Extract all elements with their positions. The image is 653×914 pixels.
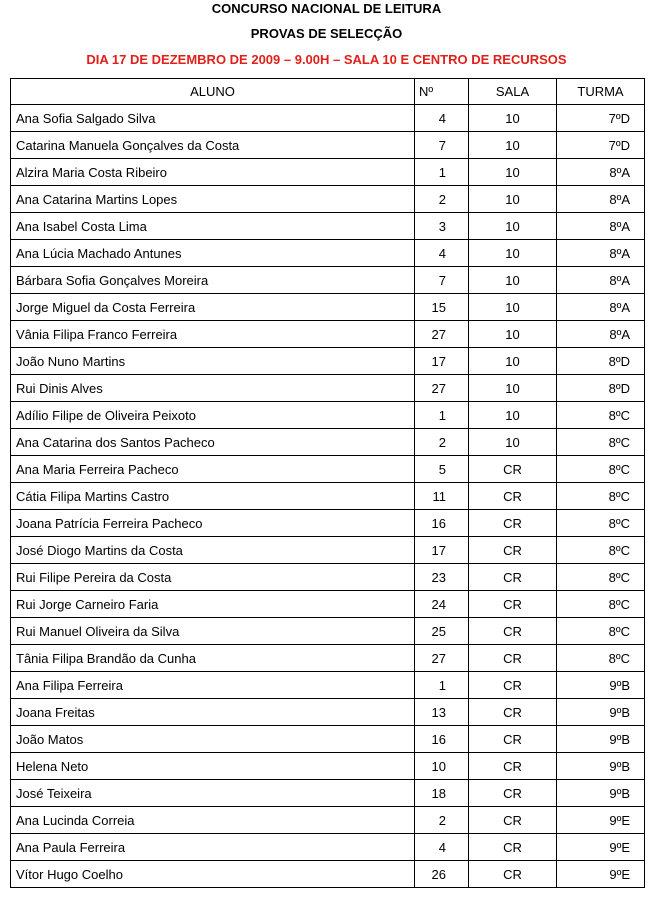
cell-numero: 17 xyxy=(415,537,469,564)
cell-sala: CR xyxy=(469,753,557,780)
cell-aluno: Jorge Miguel da Costa Ferreira xyxy=(11,294,415,321)
cell-numero: 1 xyxy=(415,672,469,699)
table-row xyxy=(11,807,645,834)
cell-numero: 1 xyxy=(415,159,469,186)
cell-aluno: João Matos xyxy=(11,726,415,753)
table-row xyxy=(11,591,645,618)
cell-turma: 9ºE xyxy=(557,834,645,861)
table-row xyxy=(11,753,645,780)
column-header-aluno: ALUNO xyxy=(11,79,415,105)
cell-numero: 5 xyxy=(415,456,469,483)
cell-turma: 8ºC xyxy=(557,645,645,672)
cell-numero: 7 xyxy=(415,132,469,159)
table-row xyxy=(11,186,645,213)
table-row xyxy=(11,294,645,321)
cell-numero: 25 xyxy=(415,618,469,645)
cell-turma: 8ºC xyxy=(557,537,645,564)
cell-turma: 8ºA xyxy=(557,294,645,321)
cell-aluno: Joana Freitas xyxy=(11,699,415,726)
column-header-numero: Nº xyxy=(415,79,469,105)
table-row xyxy=(11,672,645,699)
cell-turma: 7ºD xyxy=(557,132,645,159)
cell-turma: 9ºB xyxy=(557,672,645,699)
table-row xyxy=(11,348,645,375)
cell-numero: 27 xyxy=(415,321,469,348)
cell-numero: 24 xyxy=(415,591,469,618)
cell-sala: 10 xyxy=(469,267,557,294)
cell-sala: CR xyxy=(469,672,557,699)
cell-sala: CR xyxy=(469,618,557,645)
cell-aluno: Bárbara Sofia Gonçalves Moreira xyxy=(11,267,415,294)
cell-sala: 10 xyxy=(469,105,557,132)
cell-numero: 7 xyxy=(415,267,469,294)
table-row xyxy=(11,726,645,753)
table-row xyxy=(11,213,645,240)
cell-aluno: Helena Neto xyxy=(11,753,415,780)
cell-sala: CR xyxy=(469,834,557,861)
document-subtitle: PROVAS DE SELECÇÃO xyxy=(250,26,403,41)
cell-turma: 8ºA xyxy=(557,240,645,267)
table-row xyxy=(11,159,645,186)
cell-aluno: Ana Sofia Salgado Silva xyxy=(11,105,415,132)
cell-sala: CR xyxy=(469,807,557,834)
cell-sala: CR xyxy=(469,645,557,672)
event-details: DIA 17 DE DEZEMBRO DE 2009 – 9.00H – SALA 10 E CENTRO DE RECURSOS xyxy=(86,52,567,67)
cell-numero: 13 xyxy=(415,699,469,726)
cell-numero: 15 xyxy=(415,294,469,321)
cell-sala: CR xyxy=(469,537,557,564)
cell-turma: 9ºB xyxy=(557,780,645,807)
table-row xyxy=(11,861,645,888)
table-row xyxy=(11,375,645,402)
column-header-turma: TURMA xyxy=(557,79,645,105)
table-row xyxy=(11,834,645,861)
cell-turma: 8ºA xyxy=(557,267,645,294)
students-table xyxy=(10,78,645,888)
cell-turma: 9ºB xyxy=(557,726,645,753)
cell-turma: 8ºC xyxy=(557,429,645,456)
cell-aluno: Ana Catarina dos Santos Pacheco xyxy=(11,429,415,456)
cell-aluno: Adílio Filipe de Oliveira Peixoto xyxy=(11,402,415,429)
table-header-row xyxy=(11,79,645,105)
cell-numero: 11 xyxy=(415,483,469,510)
cell-sala: 10 xyxy=(469,348,557,375)
cell-aluno: Cátia Filipa Martins Castro xyxy=(11,483,415,510)
cell-turma: 8ºC xyxy=(557,591,645,618)
cell-numero: 16 xyxy=(415,726,469,753)
cell-sala: 10 xyxy=(469,375,557,402)
table-row xyxy=(11,429,645,456)
cell-aluno: Alzira Maria Costa Ribeiro xyxy=(11,159,415,186)
cell-turma: 8ºC xyxy=(557,510,645,537)
cell-sala: CR xyxy=(469,483,557,510)
cell-sala: CR xyxy=(469,861,557,888)
cell-numero: 3 xyxy=(415,213,469,240)
table-row xyxy=(11,510,645,537)
cell-numero: 2 xyxy=(415,429,469,456)
cell-turma: 9ºB xyxy=(557,699,645,726)
cell-sala: 10 xyxy=(469,402,557,429)
cell-aluno: Ana Lúcia Machado Antunes xyxy=(11,240,415,267)
cell-sala: 10 xyxy=(469,321,557,348)
cell-numero: 4 xyxy=(415,240,469,267)
cell-aluno: João Nuno Martins xyxy=(11,348,415,375)
cell-sala: 10 xyxy=(469,240,557,267)
cell-aluno: Rui Manuel Oliveira da Silva xyxy=(11,618,415,645)
cell-aluno: José Diogo Martins da Costa xyxy=(11,537,415,564)
table-row xyxy=(11,780,645,807)
table-row xyxy=(11,699,645,726)
cell-turma: 8ºA xyxy=(557,213,645,240)
cell-numero: 4 xyxy=(415,105,469,132)
cell-sala: CR xyxy=(469,456,557,483)
cell-turma: 8ºC xyxy=(557,456,645,483)
cell-turma: 8ºA xyxy=(557,186,645,213)
cell-sala: CR xyxy=(469,699,557,726)
cell-numero: 2 xyxy=(415,186,469,213)
table-row xyxy=(11,240,645,267)
cell-aluno: Ana Paula Ferreira xyxy=(11,834,415,861)
table-row xyxy=(11,564,645,591)
cell-turma: 9ºB xyxy=(557,753,645,780)
cell-sala: 10 xyxy=(469,213,557,240)
cell-turma: 8ºC xyxy=(557,618,645,645)
column-header-sala: SALA xyxy=(469,79,557,105)
table-row xyxy=(11,456,645,483)
cell-aluno: Joana Patrícia Ferreira Pacheco xyxy=(11,510,415,537)
cell-aluno: Ana Filipa Ferreira xyxy=(11,672,415,699)
cell-numero: 17 xyxy=(415,348,469,375)
table-row xyxy=(11,105,645,132)
cell-sala: CR xyxy=(469,510,557,537)
cell-turma: 8ºA xyxy=(557,321,645,348)
cell-sala: CR xyxy=(469,591,557,618)
cell-numero: 10 xyxy=(415,753,469,780)
table-row xyxy=(11,645,645,672)
cell-turma: 7ºD xyxy=(557,105,645,132)
cell-turma: 8ºD xyxy=(557,348,645,375)
cell-aluno: Vítor Hugo Coelho xyxy=(11,861,415,888)
cell-sala: 10 xyxy=(469,159,557,186)
cell-numero: 27 xyxy=(415,375,469,402)
cell-turma: 8ºD xyxy=(557,375,645,402)
cell-turma: 8ºA xyxy=(557,159,645,186)
cell-aluno: Rui Jorge Carneiro Faria xyxy=(11,591,415,618)
document-title: CONCURSO NACIONAL DE LEITURA xyxy=(211,1,442,16)
cell-turma: 8ºC xyxy=(557,483,645,510)
cell-numero: 26 xyxy=(415,861,469,888)
cell-numero: 27 xyxy=(415,645,469,672)
table-row xyxy=(11,267,645,294)
cell-sala: 10 xyxy=(469,132,557,159)
cell-turma: 8ºC xyxy=(557,564,645,591)
table-row xyxy=(11,483,645,510)
cell-aluno: Ana Catarina Martins Lopes xyxy=(11,186,415,213)
cell-aluno: Catarina Manuela Gonçalves da Costa xyxy=(11,132,415,159)
cell-aluno: Ana Maria Ferreira Pacheco xyxy=(11,456,415,483)
cell-aluno: José Teixeira xyxy=(11,780,415,807)
table-row xyxy=(11,132,645,159)
cell-numero: 18 xyxy=(415,780,469,807)
table-row xyxy=(11,618,645,645)
cell-numero: 2 xyxy=(415,807,469,834)
cell-aluno: Ana Lucinda Correia xyxy=(11,807,415,834)
cell-sala: 10 xyxy=(469,429,557,456)
cell-sala: CR xyxy=(469,726,557,753)
cell-sala: CR xyxy=(469,564,557,591)
cell-numero: 1 xyxy=(415,402,469,429)
cell-turma: 9ºE xyxy=(557,807,645,834)
table-row xyxy=(11,321,645,348)
table-row xyxy=(11,537,645,564)
cell-turma: 9ºE xyxy=(557,861,645,888)
cell-aluno: Rui Dinis Alves xyxy=(11,375,415,402)
cell-aluno: Tânia Filipa Brandão da Cunha xyxy=(11,645,415,672)
cell-aluno: Vânia Filipa Franco Ferreira xyxy=(11,321,415,348)
cell-aluno: Rui Filipe Pereira da Costa xyxy=(11,564,415,591)
cell-numero: 23 xyxy=(415,564,469,591)
cell-numero: 16 xyxy=(415,510,469,537)
cell-aluno: Ana Isabel Costa Lima xyxy=(11,213,415,240)
cell-sala: 10 xyxy=(469,294,557,321)
cell-sala: 10 xyxy=(469,186,557,213)
table-row xyxy=(11,402,645,429)
cell-turma: 8ºC xyxy=(557,402,645,429)
cell-numero: 4 xyxy=(415,834,469,861)
cell-sala: CR xyxy=(469,780,557,807)
